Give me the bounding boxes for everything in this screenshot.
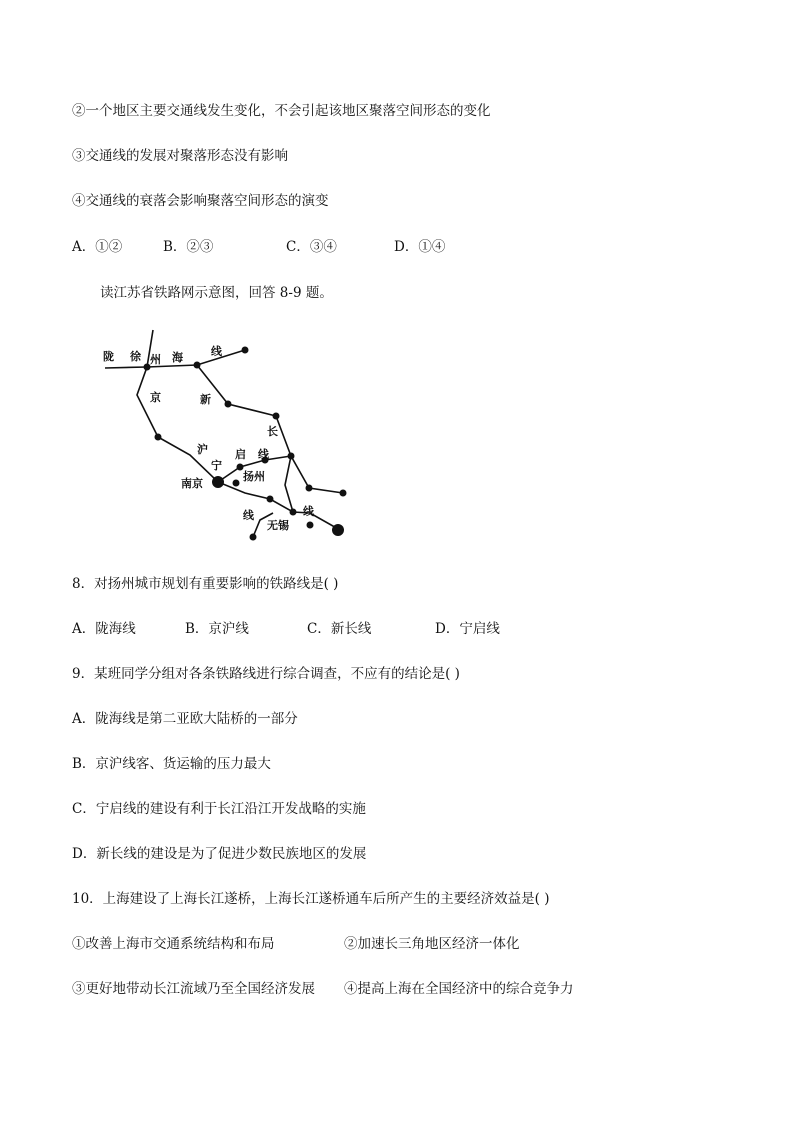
q9-option-d: D．新长线的建设是为了促进少数民族地区的发展 <box>72 846 367 862</box>
map-label-wuxi: 无锡 <box>267 519 289 532</box>
q7-option-b: B．②③ <box>163 239 214 255</box>
jiangsu-railway-map <box>95 325 365 550</box>
map-label-hu: 沪 <box>197 443 208 456</box>
map-dot-yangzhou <box>233 480 240 487</box>
map-dot-jinghu-mid <box>155 434 162 441</box>
map-dot-shanghai <box>332 524 344 536</box>
jinghu-north <box>137 330 340 530</box>
q9-option-a: A．陇海线是第二亚欧大陆桥的一部分 <box>72 711 298 727</box>
map-label-yangzhou: 扬州 <box>243 470 265 483</box>
map-dot-xinchang-1 <box>225 401 232 408</box>
map-label-xian1: 线 <box>211 345 222 358</box>
q9-option-c: C．宁启线的建设有利于长江沿江开发战略的实施 <box>72 801 366 817</box>
map-label-nanjing: 南京 <box>181 477 203 490</box>
q8-stem: 8．对扬州城市规划有重要影响的铁路线是( ) <box>72 576 339 592</box>
q9-option-b: B．京沪线客、货运输的压力最大 <box>72 756 271 772</box>
map-dot-wuxi <box>290 509 297 516</box>
xinchang-south <box>285 456 293 512</box>
map-dot-zhenjiang <box>267 496 274 503</box>
statement-4: ④交通线的衰落会影响聚落空间形态的演变 <box>72 193 329 209</box>
map-label-xian3: 线 <box>243 509 254 522</box>
map-dot-lianyungang <box>242 347 249 354</box>
map-dot-junction <box>288 453 295 460</box>
q10-item-1: ①改善上海市交通系统结构和布局 <box>72 936 275 952</box>
map-label-long: 陇 <box>103 350 114 363</box>
map-dot-nanjing <box>212 476 224 488</box>
q7-option-a: A．①② <box>72 239 123 255</box>
statement-3: ③交通线的发展对聚落形态没有影响 <box>72 148 288 164</box>
map-label-xian4: 线 <box>303 505 314 518</box>
q8-option-c: C．新长线 <box>307 621 372 637</box>
map-dot-xinchang-2 <box>273 413 280 420</box>
map-dot-suzhou <box>307 522 314 529</box>
q10-item-4: ④提高上海在全国经济中的综合竞争力 <box>344 981 574 997</box>
map-intro: 读江苏省铁路网示意图，回答 8-9 题。 <box>100 285 333 301</box>
map-label-qi: 启 <box>235 448 246 461</box>
q10-item-2: ②加速长三角地区经济一体化 <box>344 936 520 952</box>
q10-item-3: ③更好地带动长江流域乃至全国经济发展 <box>72 981 315 997</box>
map-label-ning: 宁 <box>211 459 222 472</box>
map-label-xu: 徐 <box>130 350 141 363</box>
q8-option-d: D．宁启线 <box>435 621 500 637</box>
map-label-zhou: 州 <box>150 353 161 366</box>
map-dot-xuancheng <box>250 534 257 541</box>
map-label-xin: 新 <box>200 393 211 406</box>
map-label-jing: 京 <box>150 391 161 404</box>
map-label-chang: 长 <box>267 425 278 438</box>
statement-2: ②一个地区主要交通线发生变化，不会引起该地区聚落空间形态的变化 <box>72 103 491 119</box>
map-label-hai: 海 <box>172 351 183 364</box>
map-dot-xinyi <box>194 362 201 369</box>
q7-option-c: C．③④ <box>286 239 337 255</box>
q7-option-d: D．①④ <box>394 239 446 255</box>
q10-stem: 10．上海建设了上海长江遂桥，上海长江遂桥通车后所产生的主要经济效益是( ) <box>72 891 550 907</box>
q8-option-a: A．陇海线 <box>72 621 136 637</box>
q9-stem: 9．某班同学分组对各条铁路线进行综合调查，不应有的结论是( ) <box>72 666 460 682</box>
map-dot-east-2 <box>340 490 347 497</box>
map-dot-east-1 <box>306 485 313 492</box>
map-label-xian2: 线 <box>258 448 269 461</box>
q8-option-b: B．京沪线 <box>185 621 249 637</box>
